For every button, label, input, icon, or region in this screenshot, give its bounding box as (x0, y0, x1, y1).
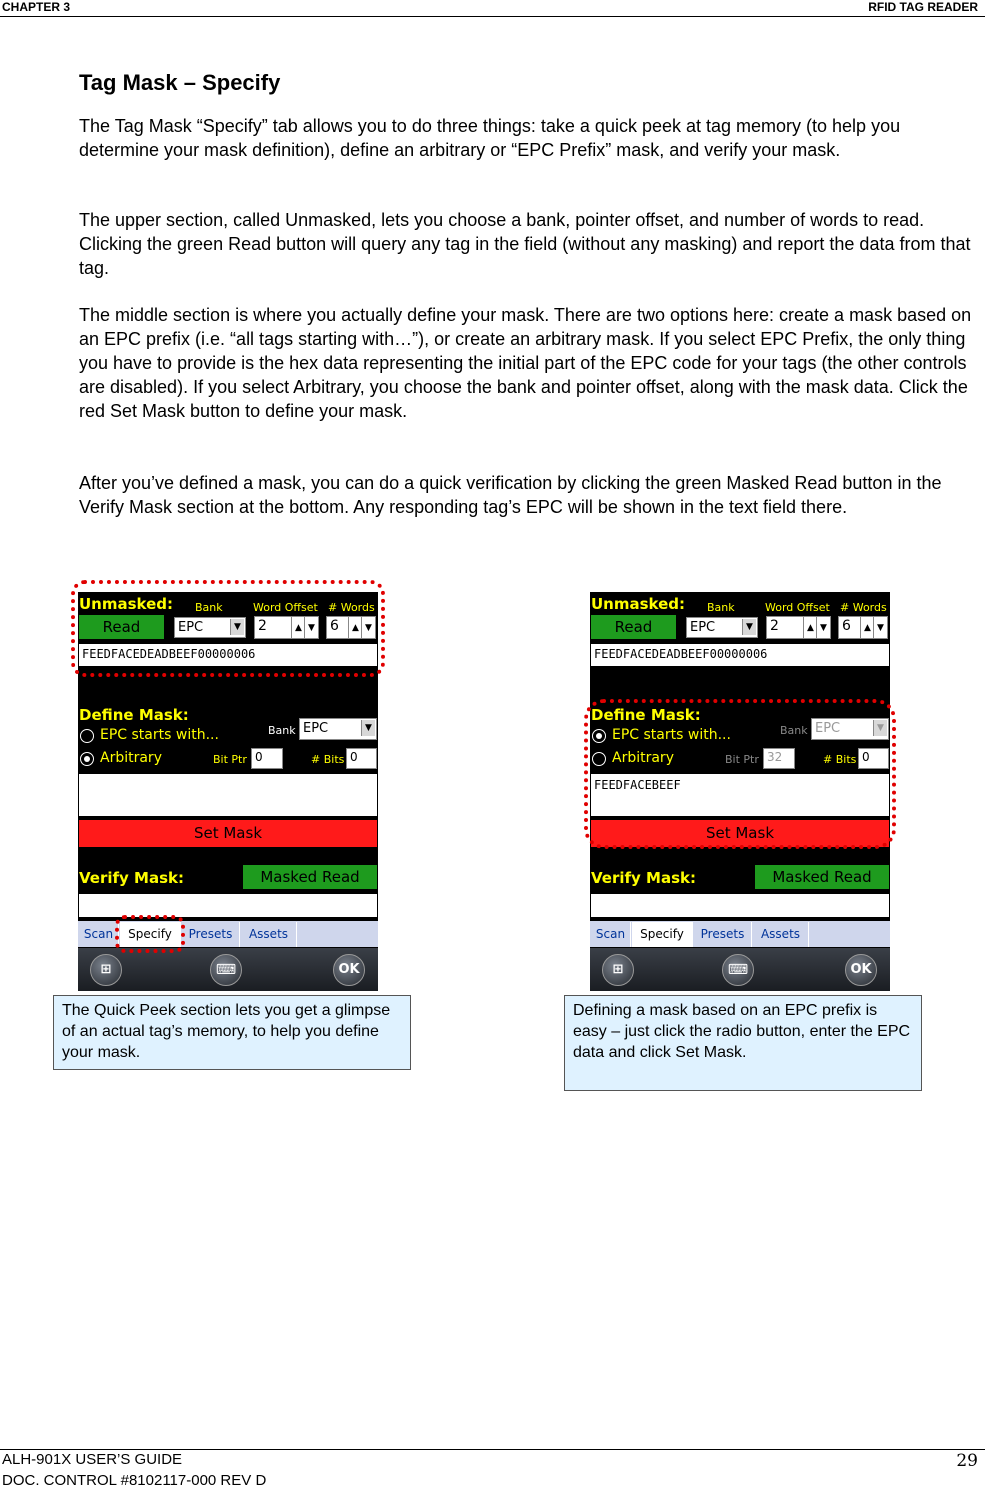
bank-label: Bank (707, 601, 735, 614)
bits-label: # Bits (823, 753, 857, 766)
word-offset-value: 2 (258, 618, 267, 634)
words-spinner[interactable] (838, 616, 888, 639)
paragraph-unmasked: The upper section, called Unmasked, lets you choose a bank, pointer offset, and number of words to read. Clicking the green Read button will query any tag in the field (without any masking) and report the data from that tag. (79, 210, 971, 278)
tab-presets[interactable]: Presets (182, 922, 240, 947)
bit-ptr-label: Bit Ptr (213, 753, 247, 766)
chapter-label: CHAPTER 3 (2, 0, 71, 14)
words-value: 6 (330, 618, 339, 634)
mask-bank-label: Bank (780, 724, 808, 737)
words-label: # Words (840, 601, 887, 614)
bits-input[interactable]: 0 (858, 748, 889, 769)
word-offset-spinner[interactable] (766, 616, 831, 639)
unmasked-label: Unmasked: (79, 595, 174, 613)
chevron-down-icon: ▼ (230, 619, 244, 635)
word-offset-label: Word Offset (253, 601, 318, 614)
arrow-down-icon[interactable]: ▼ (304, 617, 318, 638)
define-mask-label: Define Mask: (79, 706, 189, 724)
chapter-title: RFID TAG READER (868, 0, 978, 14)
tab-assets[interactable]: Assets (753, 922, 809, 947)
bits-input[interactable]: 0 (346, 748, 377, 769)
section-title: Tag Mask – Specify (79, 70, 281, 95)
windows-start-icon[interactable]: ⊞ (90, 954, 122, 986)
arrow-up-icon[interactable]: ▲ (291, 617, 305, 638)
windows-start-icon[interactable]: ⊞ (602, 954, 634, 986)
mask-bank-label: Bank (268, 724, 296, 737)
read-button[interactable]: Read (591, 615, 676, 639)
chevron-down-icon: ▼ (873, 720, 887, 736)
verify-result-field[interactable] (79, 894, 377, 917)
masked-read-button[interactable]: Masked Read (755, 865, 889, 889)
highlight-quick-peek (71, 580, 385, 677)
word-offset-label: Word Offset (765, 601, 830, 614)
mask-data-field[interactable]: FEEDFACEBEEF (591, 774, 889, 816)
footer-doc-control: DOC. CONTROL #8102117-000 REV D (2, 1472, 267, 1489)
paragraph-verify: After you’ve defined a mask, you can do a quick verification by clicking the green Masked Read button in the Verify Mask section at the bottom. Any responding tag’s EPC will be shown in the text field there. (79, 473, 942, 517)
radio-arbitrary[interactable] (80, 752, 94, 766)
arrow-down-icon[interactable]: ▼ (361, 617, 375, 638)
mask-bank-select[interactable] (299, 718, 377, 740)
word-offset-value: 2 (770, 618, 779, 634)
unmasked-label: Unmasked: (591, 595, 686, 613)
tab-presets[interactable]: Presets (694, 922, 752, 947)
bank-select-value: EPC (178, 620, 204, 635)
paragraph-define-mask: The middle section is where you actually define your mask. There are two options here: create a mask based on an EPC prefix (i.e. “all tags starting with…”), or create an arbitrary mask. If you select EPC Prefix, the only thing you have to provide is the hex data representing the initial part of the EPC code for your tags (the other controls are disabled). If you select Arbitrary, you choose the bank and pointer offset, along with the mask data. Click the red Set Mask button to define your mask. (79, 305, 972, 421)
define-mask-label: Define Mask: (591, 706, 701, 724)
radio-arbitrary-label: Arbitrary (100, 750, 162, 766)
header-rule (0, 16, 985, 17)
highlight-define-mask (584, 699, 896, 849)
radio-epc-label: EPC starts with... (612, 727, 731, 743)
bit-ptr-label: Bit Ptr (725, 753, 759, 766)
arrow-up-icon[interactable]: ▲ (348, 617, 362, 638)
unmasked-data-field[interactable]: FEEDFACEDEADBEEF00000006 (591, 644, 889, 666)
radio-arbitrary-label: Arbitrary (612, 750, 674, 766)
masked-read-button[interactable]: Masked Read (243, 865, 377, 889)
bank-select-value: EPC (690, 620, 716, 635)
ok-button[interactable]: OK (333, 954, 365, 986)
verify-mask-label: Verify Mask: (79, 869, 184, 887)
mask-bank-value: EPC (303, 721, 329, 736)
verify-result-field[interactable] (591, 894, 889, 917)
footer-rule (0, 1449, 985, 1450)
keyboard-icon[interactable]: ⌨ (210, 954, 242, 986)
mask-bank-value: EPC (815, 721, 841, 736)
set-mask-button[interactable]: Set Mask (591, 820, 889, 847)
footer-guide: ALH-901X USER’S GUIDE (2, 1451, 183, 1468)
bank-label: Bank (195, 601, 223, 614)
page-number: 29 (956, 1451, 978, 1471)
chevron-down-icon: ▼ (361, 720, 375, 736)
arrow-up-icon[interactable]: ▲ (860, 617, 874, 638)
bit-ptr-input[interactable]: 0 (251, 748, 283, 769)
tab-assets[interactable]: Assets (241, 922, 297, 947)
bank-select[interactable] (686, 617, 758, 638)
words-value: 6 (842, 618, 851, 634)
ok-button[interactable]: OK (845, 954, 877, 986)
tab-scan[interactable]: Scan (79, 922, 119, 947)
caption-epc-prefix: Defining a mask based on an EPC prefix is easy – just click the radio button, enter the EPC data and click Set Mask. (564, 995, 922, 1091)
unmasked-data-field[interactable]: FEEDFACEDEADBEEF00000006 (79, 644, 377, 666)
read-button[interactable]: Read (79, 615, 164, 639)
keyboard-icon[interactable]: ⌨ (722, 954, 754, 986)
bit-ptr-input[interactable]: 32 (763, 748, 795, 769)
radio-epc-starts-with[interactable] (80, 729, 94, 743)
words-label: # Words (328, 601, 375, 614)
radio-epc-label: EPC starts with... (100, 727, 219, 743)
arrow-up-icon[interactable]: ▲ (803, 617, 817, 638)
arrow-down-icon[interactable]: ▼ (873, 617, 887, 638)
set-mask-button[interactable]: Set Mask (79, 820, 377, 847)
chevron-down-icon: ▼ (742, 619, 756, 635)
paragraph-intro: The Tag Mask “Specify” tab allows you to do three things: take a quick peek at tag memory (to help you determine your mask definition), define an arbitrary or “EPC Prefix” mask, and verify your mask. (79, 116, 901, 160)
arrow-down-icon[interactable]: ▼ (816, 617, 830, 638)
highlight-specify-tab (115, 915, 185, 953)
mask-data-field[interactable] (79, 774, 377, 816)
bits-label: # Bits (311, 753, 345, 766)
tab-scan[interactable]: Scan (591, 922, 631, 947)
tab-specify[interactable]: Specify (120, 922, 181, 947)
verify-mask-label: Verify Mask: (591, 869, 696, 887)
tab-specify[interactable]: Specify (632, 922, 693, 947)
caption-quick-peek: The Quick Peek section lets you get a glimpse of an actual tag’s memory, to help you define your mask. (53, 995, 411, 1070)
